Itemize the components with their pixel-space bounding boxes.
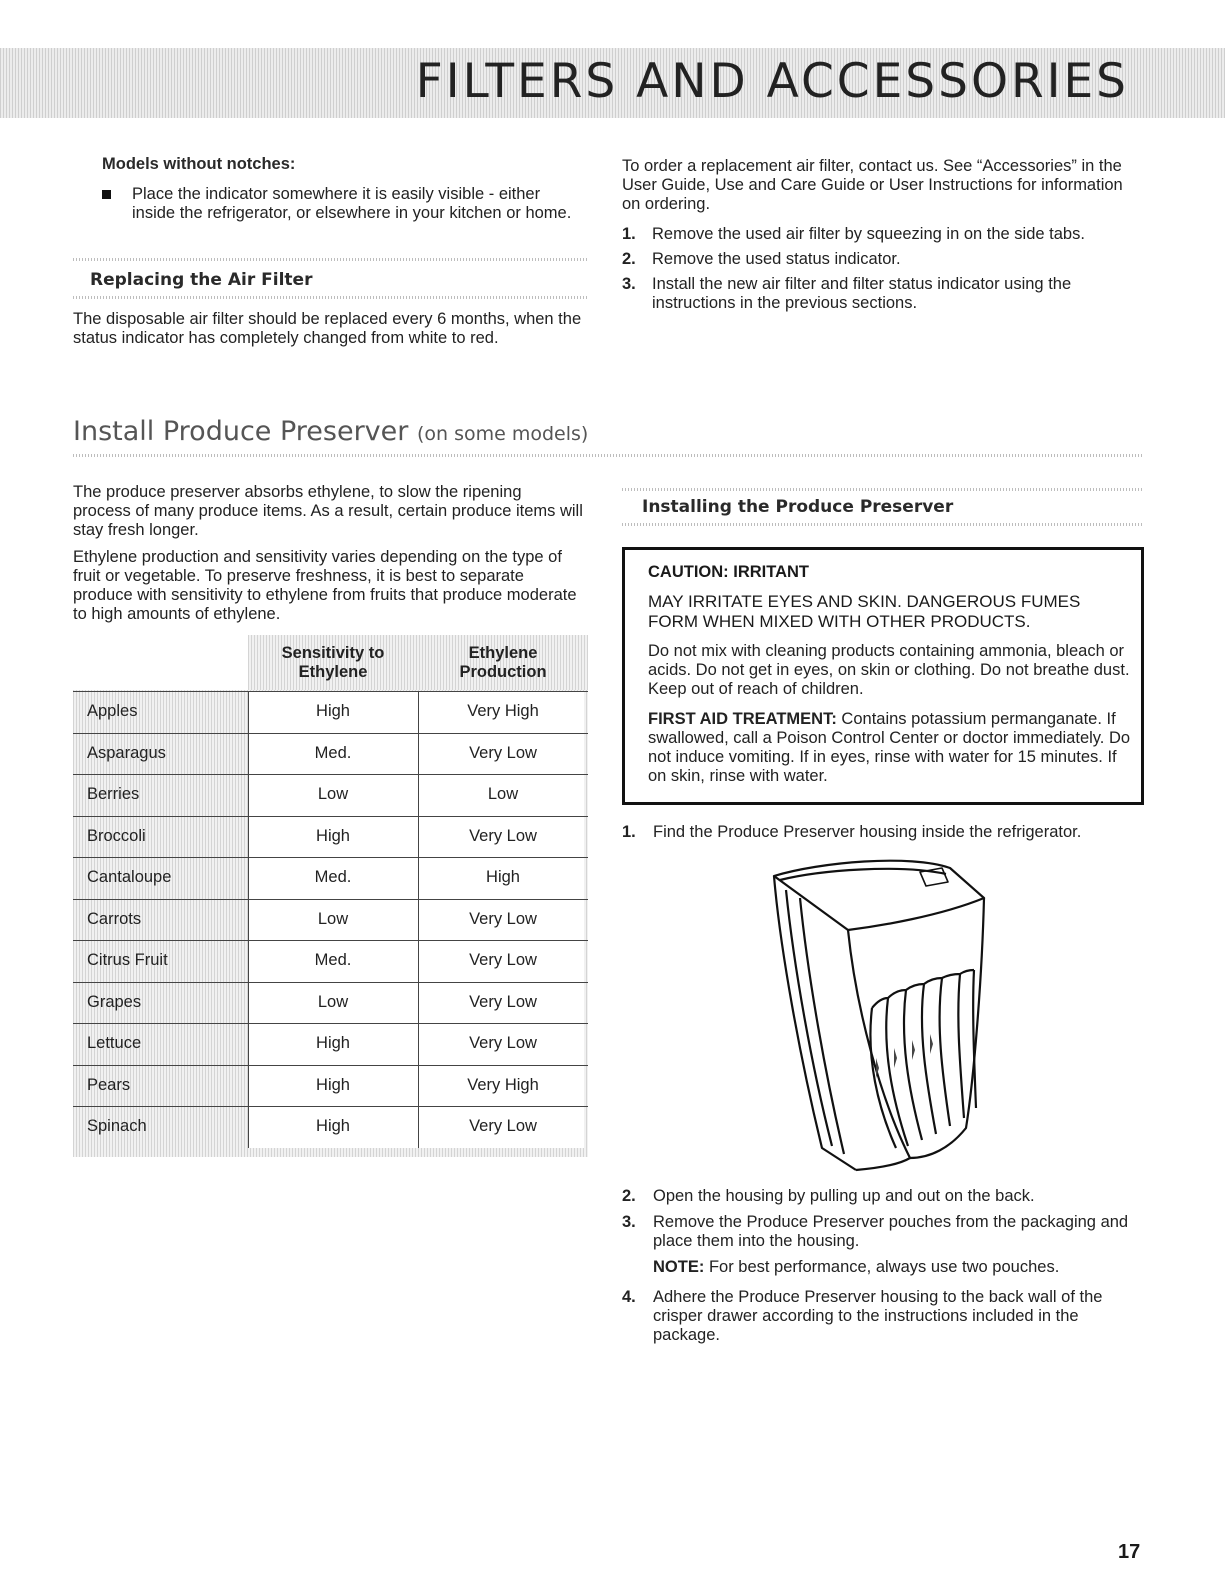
sensitivity-value: Med. [314,743,352,762]
installing-heading: Installing the Produce Preserver [642,497,954,517]
models-heading: Models without notches: [102,155,296,173]
sensitivity-value: Low [317,785,349,803]
production-value: High [486,868,520,886]
production-value: Very High [467,1075,539,1094]
caution-warning: MAY IRRITATE EYES AND SKIN. DANGEROUS FUMES FORM WHEN MIXED WITH OTHER PRODUCTS. [648,592,1081,631]
sensitivity-value: Med. [314,868,352,886]
step-number: 3. [622,275,636,293]
page-number: 17 [1118,1541,1141,1563]
step-text: Open the housing by pulling up and out on the back. [653,1187,1035,1205]
header-production: Ethylene Production [459,644,547,681]
header-banner [0,48,1225,118]
row-separator [73,1148,588,1149]
produce-name: Broccoli [87,826,146,845]
first-aid [648,710,1133,786]
first-aid-label: FIRST AID TREATMENT: [648,710,837,728]
divider [73,258,588,261]
step-text: Adhere the Produce Preserver housing to the back wall of the crisper drawer according to the instructions included in the package. [653,1288,1103,1344]
caution-box [622,547,1144,805]
section-title-suffix: (on some models) [416,423,589,445]
sensitivity-value: High [316,1075,350,1094]
divider [622,488,1142,491]
step-number: 2. [622,250,636,268]
sensitivity-value: Med. [314,951,352,969]
header-separator [73,691,588,692]
step-number: 4. [622,1288,636,1306]
produce-name: Spinach [87,1117,147,1135]
production-value: Low [487,785,519,803]
step-number: 2. [622,1187,636,1205]
section-divider [73,454,1143,457]
sensitivity-value: Low [317,992,349,1011]
produce-name: Asparagus [87,743,166,762]
replacing-heading: Replacing the Air Filter [90,270,313,290]
list-item [622,823,1142,845]
intro-paragraph: The produce preserver absorbs ethylene, to slow the ripening process of many produce items. As a result, certain produce items will stay fresh longer. [73,483,583,539]
sensitivity-value: High [316,702,350,720]
section-title-main: Install Produce Preserver [73,416,409,447]
sensitivity-value: High [316,826,350,845]
step-text: Remove the used status indicator. [652,250,901,268]
note-text: For best performance, always use two pouches. [708,1258,1060,1276]
first-aid-text: Contains potassium permanganate. If swallowed, call a Poison Control Center or doctor immediately. Do not induce vomiting. If in eyes, rinse with water for 15 minutes. If on skin, rinse with water. [648,710,1131,785]
replace-steps [622,225,1142,325]
sensitivity-value: High [316,1034,350,1052]
produce-preserver-housing-illustration [760,858,1000,1178]
step-number: 1. [622,225,636,243]
produce-name: Grapes [87,992,142,1011]
divider [622,523,1142,526]
section-title [73,416,588,447]
step-text: Install the new air filter and filter status indicator using the instructions in the previous sections. [652,275,1072,312]
column-separator [418,692,419,1148]
produce-name: Carrots [87,909,142,928]
production-value: Very Low [469,826,537,845]
step-text: Remove the used air filter by squeezing in on the side tabs. [652,225,1085,243]
production-value: Very Low [469,909,537,928]
produce-name: Citrus Fruit [87,951,168,969]
step-number: 3. [622,1213,636,1231]
step-number: 1. [622,823,636,841]
step-text: Find the Produce Preserver housing inside the refrigerator. [653,823,1082,841]
production-value: Very Low [469,992,537,1011]
produce-name: Cantaloupe [87,868,172,886]
produce-name: Lettuce [87,1034,142,1052]
production-value: Very Low [469,1034,537,1052]
produce-name: Berries [87,785,140,803]
caution-title: CAUTION: IRRITANT [648,563,810,581]
production-value: Very High [467,702,539,720]
ethylene-table [73,635,588,1157]
produce-name: Apples [87,702,138,720]
order-intro: To order a replacement air filter, contact us. See “Accessories” in the User Guide, Use and Care Guide or User Instructions for information on ordering. [622,157,1123,213]
ethylene-paragraph: Ethylene production and sensitivity varies depending on the type of fruit or vegetable. To preserve freshness, it is best to separate produce with sensitivity to ethylene from fruits that produce moderate to high amounts of ethylene. [73,548,577,623]
sensitivity-value: High [316,1117,350,1135]
produce-name: Pears [87,1075,131,1094]
bullet-marker [102,190,111,199]
step-text: Remove the Produce Preserver pouches from the packaging and place them into the housing. [653,1213,1129,1250]
production-value: Very Low [469,743,537,762]
note-label: NOTE: [653,1258,705,1276]
note [653,1258,1143,1277]
header-sensitivity: Sensitivity to Ethylene [281,644,385,681]
column-separator [248,692,249,1148]
production-value: Very Low [469,1117,537,1135]
replacing-text: The disposable air filter should be replaced every 6 months, when the status indicator has completely changed from white to red. [73,310,582,347]
production-value: Very Low [469,951,537,969]
install-steps [622,1187,1142,1357]
caution-body: Do not mix with cleaning products containing ammonia, bleach or acids. Do not get in eyes, on skin or clothing. Do not breathe dust. Keep out of reach of children. [648,642,1130,698]
divider [73,296,588,299]
bullet-text: Place the indicator somewhere it is easily visible - either inside the refrigerator, or elsewhere in your kitchen or home. [132,185,572,222]
page-header-title: FILTERS AND ACCESSORIES [415,54,1129,109]
sensitivity-value: Low [317,909,349,928]
